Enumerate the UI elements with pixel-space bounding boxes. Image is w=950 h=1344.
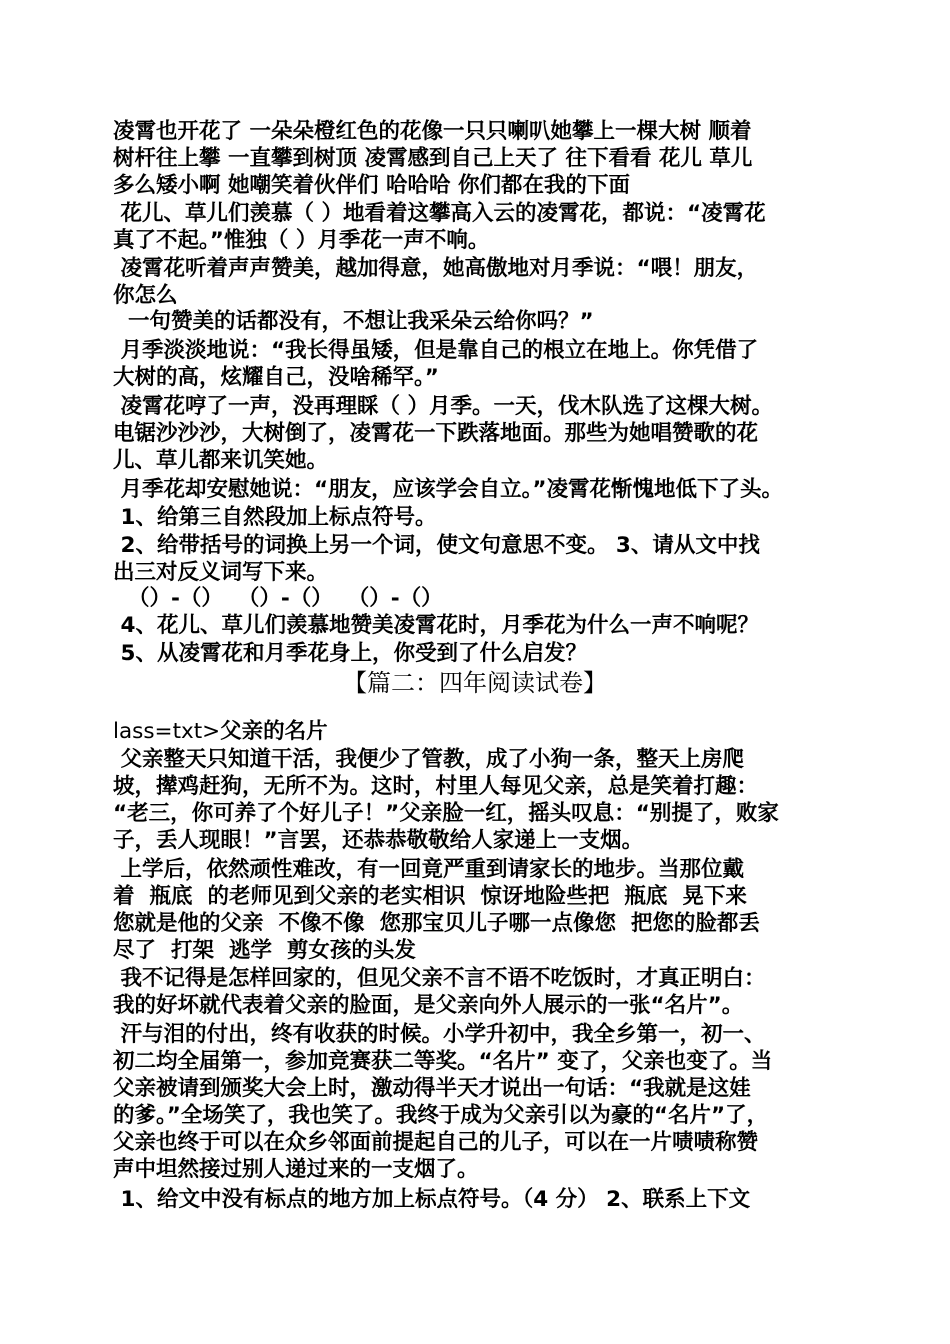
- section-heading: 【篇二：四年阅读试卷】: [343, 669, 607, 697]
- article-question-1-2: [113, 1186, 843, 1213]
- paragraph-2: [113, 200, 843, 254]
- paragraph-5: [113, 337, 843, 391]
- text-line: 月季淡淡地说：“我长得虽矮，但是靠自己的根立在地上。你凭借了: [113, 338, 759, 363]
- text-line: 您就是他的父亲 不像不像 您那宝贝儿子哪一点像您 把您的脸都丢: [113, 911, 760, 936]
- text-line: 着 瓶底 的老师见到父亲的老实相识 惊讶地险些把 瓶底 晃下来: [113, 884, 747, 909]
- text-line: 我的好坏就代表着父亲的脸面，是父亲向外人展示的一张“名片”。: [113, 993, 744, 1018]
- title-text: 父亲的名片: [220, 719, 328, 744]
- text-line: 子，丢人现眼！”言罢，还恭恭敬敬给人家递上一支烟。: [113, 828, 644, 853]
- text-line: 汗与泪的付出，终有收获的时候。小学升初中，我全乡第一，初一、: [113, 1022, 766, 1047]
- text-line: 1、给文中没有标点的地方加上标点符号。（4 分） 2、联系上下文: [113, 1187, 751, 1212]
- article-paragraph-2: [113, 856, 843, 964]
- text-line: 一句赞美的话都没有，不想让我采朵云给你吗？”: [113, 309, 594, 334]
- title-prefix: lass=txt>: [113, 719, 221, 744]
- text-line: 出三对反义词写下来。: [113, 560, 329, 585]
- text-line: 初二均全届第一，参加竞赛获二等奖。“名片” 变了，父亲也变了。当: [113, 1049, 773, 1074]
- text-line: 儿、草儿都来讥笑她。: [113, 448, 329, 473]
- question-1: [113, 504, 843, 531]
- paragraph-7: [113, 476, 843, 503]
- question-2-3: [113, 532, 843, 586]
- text-line: 凌霄也开花了 一朵朵橙红色的花像一只只喇叭她攀上一棵大树 顺着: [113, 119, 752, 144]
- question-5: [113, 640, 843, 667]
- text-line: 尽了 打架 逃学 剪女孩的头发: [113, 938, 416, 963]
- text-line: 1、给第三自然段加上标点符号。: [113, 505, 437, 530]
- paragraph-3: [113, 255, 843, 309]
- text-line: 真了不起。”惟独（ ）月季花一声不响。: [113, 228, 490, 253]
- text-line: 父亲被请到颁奖大会上时，激动得半天才说出一句话：“我就是这娃: [113, 1076, 751, 1101]
- article-paragraph-1: [113, 746, 843, 854]
- text-line: （）-（） （）-（） （）-（）: [113, 586, 443, 611]
- article-paragraph-3: [113, 965, 843, 1019]
- text-line: 树杆往上攀 一直攀到树顶 凌霄感到自己上天了 往下看看 花儿 草儿: [113, 146, 753, 171]
- text-line: 声中坦然接过别人递过来的一支烟了。: [113, 1157, 479, 1182]
- text-line: 你怎么: [113, 283, 178, 308]
- text-line: 大树的高，炫耀自己，没啥稀罕。”: [113, 365, 439, 390]
- text-line: 电锯沙沙沙，大树倒了，凌霄花一下跌落地面。那些为她唱赞歌的花: [113, 421, 759, 446]
- text-line: 月季花却安慰她说：“朋友，应该学会自立。”凌霄花惭愧地低下了头。: [113, 477, 783, 502]
- text-line: 4、花儿、草儿们羡慕地赞美凌霄花时，月季花为什么一声不响呢？: [113, 613, 759, 638]
- text-line: 上学后，依然顽性难改，有一回竟严重到请家长的地步。当那位戴: [113, 857, 744, 882]
- text-line: 我不记得是怎样回家的，但见父亲不言不语不吃饭时，才真正明白：: [113, 966, 766, 991]
- text-line: “老三，你可养了个好儿子！”父亲脸一红，摇头叹息：“别提了，败家: [113, 801, 779, 826]
- paragraph-6: [113, 393, 843, 474]
- text-line: 5、从凌霄花和月季花身上，你受到了什么启发？: [113, 641, 587, 666]
- article-paragraph-4: [113, 1021, 843, 1183]
- text-line: 父亲也终于可以在众乡邻面前提起自己的儿子，可以在一片啧啧称赞: [113, 1130, 759, 1155]
- text-line: 父亲整天只知道干活，我便少了管教，成了小狗一条，整天上房爬: [113, 747, 744, 772]
- paragraph-1: [113, 118, 843, 199]
- text-line: 坡，撵鸡赶狗，无所不为。这时，村里人每见父亲，总是笑着打趣：: [113, 774, 759, 799]
- paragraph-4: [113, 308, 843, 335]
- text-line: 花儿、草儿们羡慕（ ）地看着这攀高入云的凌霄花，都说：“凌霄花: [113, 201, 766, 226]
- antonym-blanks: [113, 585, 843, 612]
- text-line: 的爹。”全场笑了，我也笑了。我终于成为父亲引以为豪的“名片”了，: [113, 1103, 769, 1128]
- article-title: [113, 718, 843, 745]
- text-line: 2、给带括号的词换上另一个词，使文句意思不变。 3、请从文中找: [113, 533, 760, 558]
- text-line: 凌霄花哼了一声，没再理睬（ ）月季。一天，伐木队选了这棵大树。: [113, 394, 773, 419]
- text-line: 凌霄花听着声声赞美，越加得意，她高傲地对月季说：“喂！朋友，: [113, 256, 759, 281]
- text-line: 多么矮小啊 她嘲笑着伙伴们 哈哈哈 你们都在我的下面: [113, 173, 630, 198]
- question-4: [113, 612, 843, 639]
